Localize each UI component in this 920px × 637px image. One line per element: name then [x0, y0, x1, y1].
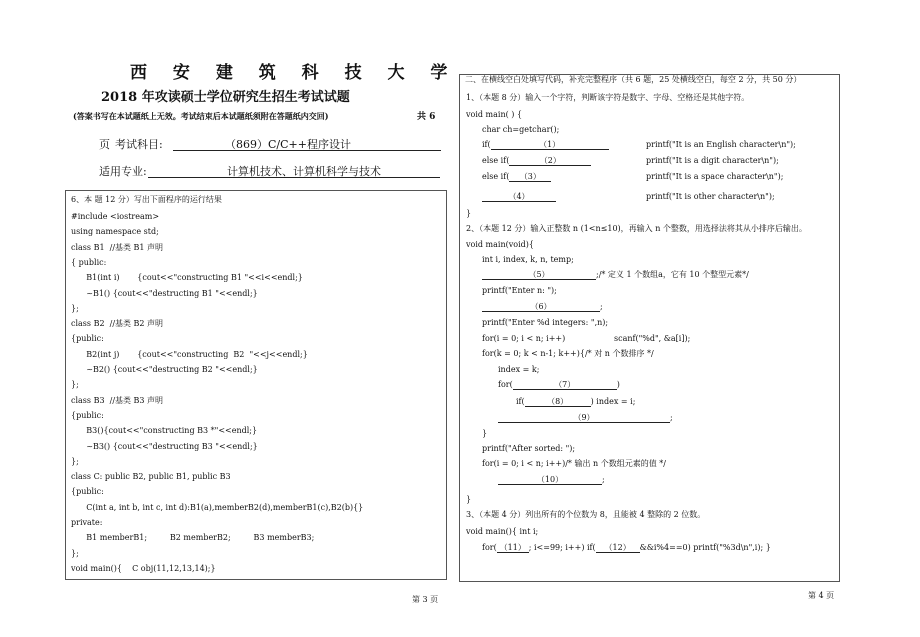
- code-line: class C: public B2, public B1, public B3: [71, 472, 231, 482]
- q1-main: void main( ) {: [466, 110, 523, 119]
- code-line: private:: [71, 518, 103, 527]
- q2-for-4: for(i = 0; i < n; i++)/* 输出 n 个数组元素的值 */: [482, 459, 666, 468]
- q1-if: [482, 140, 609, 150]
- q2-after-sorted: printf("After sorted: ");: [482, 444, 576, 453]
- loop-condition: ; i<=99; i++) if(: [528, 543, 596, 552]
- blank-11[interactable]: （11）: [497, 543, 529, 553]
- code-line: ~B2() {cout<<"destructing B2 "<<endl;}: [71, 365, 258, 374]
- code-line: ~B3() {cout<<"destructing B3 "<<endl;}: [71, 441, 258, 451]
- code-line: };: [71, 380, 79, 390]
- code-line: B3(){cout<<"constructing B3 *"<<endl;}: [71, 426, 258, 436]
- major-value: 计算机技术、计算机科学与技术: [227, 165, 381, 178]
- semicolon: ;: [600, 302, 603, 311]
- blank-12[interactable]: （12）: [596, 543, 640, 553]
- elseif-keyword: else if(: [482, 156, 510, 165]
- q2-end: }: [466, 495, 472, 504]
- subject-value: （869）C/C++程序设计: [225, 138, 351, 151]
- q6-title: 6、本 题 12 分）写出下面程序的运行结果: [71, 195, 222, 204]
- code-line: };: [71, 303, 79, 313]
- index-assign: ) index = i;: [590, 397, 636, 406]
- q1-elseif-2: [482, 172, 551, 182]
- q2-print-int: printf("Enter %d integers: ",n);: [482, 318, 609, 327]
- array-comment: ;/* 定义 1 个数组a，它有 10 个整型元素*/: [596, 270, 749, 279]
- exam-notice: (答案书写在本试题纸上无效。考试结束后本试题纸须附在答题纸内交回): [73, 111, 329, 121]
- q2-print-n: printf("Enter n: ");: [482, 286, 557, 295]
- section-title: 二、在横线空白处填写代码，补充完整程序（共 6 题，25 处横线空白，每空 2 分，共 50 分）: [465, 75, 802, 84]
- code-line: {public:: [71, 487, 104, 497]
- page-number-4: 第 4 页: [808, 591, 835, 600]
- code-line: class B3 //基类 B3 声明: [71, 395, 164, 405]
- q2-for-1: for(i = 0; i < n; i++): [482, 334, 566, 343]
- code-line: {public:: [71, 334, 104, 344]
- total-pages: 共 6: [417, 112, 436, 122]
- code-line: class B1 //基类 B1 声明: [71, 242, 164, 252]
- q1-print-4: printf("It is other character\n");: [646, 192, 775, 201]
- if-keyword: if(: [516, 397, 525, 406]
- major-label: 适用专业:: [99, 165, 147, 178]
- blank-6[interactable]: （6）: [482, 302, 600, 312]
- q2-title: 2、（本题 12 分）输入正整数 n (1<n≤10)，再输入 n 个整数，用选择法将其从小排序后输出。: [466, 224, 807, 233]
- q2-close-brace: }: [482, 429, 488, 438]
- code-line: ~B1() {cout<<"destructing B1 "<<endl;}: [71, 288, 258, 298]
- elseif-keyword: else if(: [482, 172, 510, 181]
- code-line: B1(int i) {cout<<"constructing B1 "<<i<<endl;}: [71, 273, 303, 283]
- blank-8[interactable]: （8）: [525, 397, 591, 407]
- q1-print-1: printf("It is an English character\n");: [646, 140, 796, 149]
- q2-scanf: scanf("%d", &a[i]);: [614, 334, 691, 343]
- q1-print-2: printf("It is a digit character\n");: [646, 156, 779, 165]
- q2-array-line: [482, 270, 749, 280]
- semicolon: ;: [602, 475, 605, 484]
- school-name: 西 安 建 筑 科 技 大 学: [130, 63, 458, 83]
- code-line: };: [71, 548, 79, 558]
- q2-swap: [498, 413, 673, 423]
- code-line: B1 memberB1; B2 memberB2; B3 memberB3;: [71, 533, 315, 543]
- for-keyword: for(: [482, 543, 497, 552]
- q3-title: 3、（本题 4 分）列出所有的个位数为 8，且能被 4 整除的 2 位数。: [466, 510, 706, 519]
- q3-for: [482, 543, 771, 553]
- q1-title: 1、（本题 8 分）输入一个字符，判断该字符是数字、字母、空格还是其他字符。: [466, 93, 750, 102]
- q2-decl: int i, index, k, n, temp;: [482, 255, 574, 264]
- for-keyword: for(: [498, 380, 513, 389]
- code-line: class B2 //基类 B2 声明: [71, 319, 164, 329]
- q2-for-2: for(k = 0; k < n-1; k++){/* 对 n 个数排序 */: [482, 349, 654, 358]
- code-line: void main(){ C obj(11,12,13,14);}: [71, 563, 216, 573]
- blank-4[interactable]: （4）: [482, 192, 556, 202]
- q3-main: void main(){ int i;: [466, 527, 539, 536]
- q2-for-3: [498, 380, 620, 390]
- code-line: };: [71, 456, 79, 466]
- blank-7[interactable]: （7）: [513, 380, 617, 390]
- q2-index: index = k;: [498, 365, 540, 374]
- blank-10[interactable]: （10）: [498, 475, 602, 485]
- right-question-box: [459, 74, 840, 582]
- q2-if-8: [516, 397, 635, 407]
- q1-print-3: printf("It is a space character\n");: [646, 172, 784, 181]
- q1-close: }: [466, 209, 472, 218]
- blank-5[interactable]: （5）: [482, 270, 596, 280]
- code-line: { public:: [71, 257, 107, 267]
- blank-1[interactable]: （1）: [491, 140, 609, 150]
- q2-read-n: [482, 302, 603, 312]
- blank-9[interactable]: （9）: [498, 413, 670, 423]
- page-label: 页: [99, 138, 110, 151]
- q1-decl: char ch=getchar();: [482, 125, 560, 134]
- close-paren: ): [616, 380, 620, 389]
- page-number-3: 第 3 页: [412, 595, 439, 604]
- q2-main: void main(void){: [466, 240, 534, 249]
- exam-title: 2018 年攻读硕士学位研究生招生考试试题: [101, 90, 350, 105]
- code-line: B2(int j) {cout<<"constructing B2 "<<j<<endl;}: [71, 349, 308, 359]
- q1-elseif-1: [482, 156, 591, 166]
- code-line: #include <iostream>: [71, 212, 160, 221]
- semicolon: ;: [670, 413, 673, 422]
- q3-tail: &&i%4==0) printf("%3d\n",i); }: [639, 543, 771, 552]
- blank-3[interactable]: （3）: [509, 172, 551, 182]
- subject-label: 考试科目:: [115, 138, 163, 151]
- q1-else: [482, 192, 556, 202]
- code-line: using namespace std;: [71, 227, 159, 237]
- code-line: {public:: [71, 410, 104, 420]
- code-line: C(int a, int b, int c, int d):B1(a),memberB2(d),memberB1(c),B2(b){}: [71, 502, 364, 512]
- if-keyword: if(: [482, 140, 491, 149]
- q2-print-array: [498, 475, 605, 485]
- blank-2[interactable]: （2）: [509, 156, 591, 166]
